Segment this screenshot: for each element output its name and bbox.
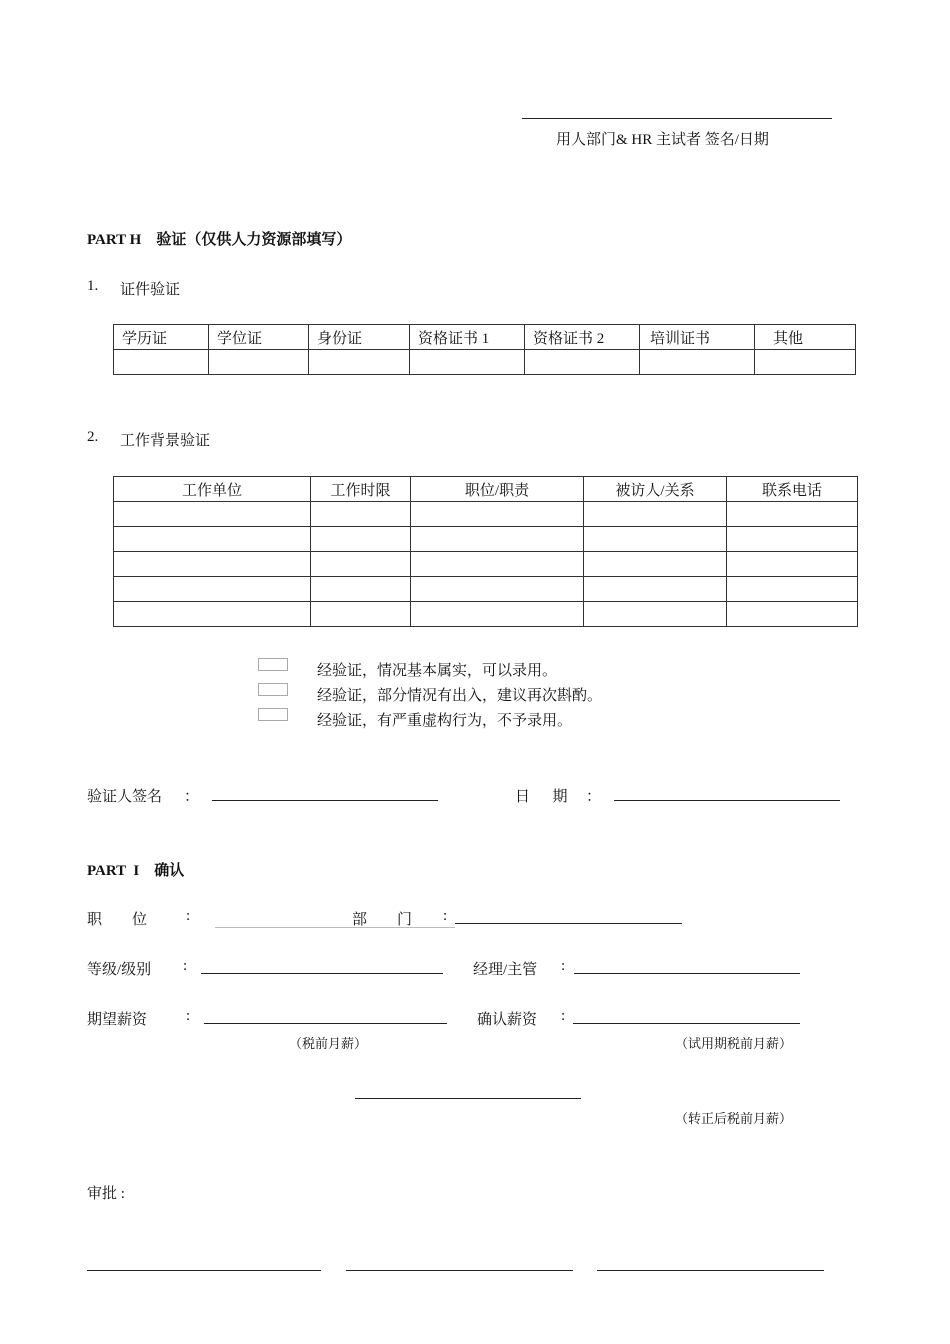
certificate-input-row bbox=[114, 350, 856, 375]
department-field[interactable] bbox=[455, 923, 682, 924]
option-checkbox-3[interactable] bbox=[258, 708, 288, 721]
work-cell[interactable] bbox=[114, 602, 311, 627]
work-cell[interactable] bbox=[411, 527, 584, 552]
confirmed-salary-field[interactable] bbox=[573, 1023, 800, 1024]
position-field[interactable] bbox=[215, 927, 455, 928]
work-cell[interactable] bbox=[727, 577, 858, 602]
level-colon: : bbox=[183, 958, 188, 974]
approval-label: 审批 : bbox=[87, 1186, 125, 1202]
cert-header-cell: 其他 bbox=[755, 325, 856, 350]
confirmed-salary-label: 确认薪资 bbox=[477, 1012, 538, 1028]
cert-header-cell: 资格证书 1 bbox=[410, 325, 525, 350]
part-h-title: PART H 验证（仅供人力资源部填写） bbox=[87, 232, 352, 248]
option-checkbox-2[interactable] bbox=[258, 683, 288, 696]
cert-input-cell[interactable] bbox=[525, 350, 640, 375]
work-header-cell: 工作单位 bbox=[114, 477, 311, 502]
option-label-2: 经验证，部分情况有出入，建议再次斟酌。 bbox=[317, 688, 603, 704]
section-2-number: 2. bbox=[87, 429, 99, 445]
work-cell[interactable] bbox=[584, 552, 727, 577]
cert-header-cell: 资格证书 2 bbox=[525, 325, 640, 350]
work-background-table bbox=[113, 476, 858, 627]
level-label: 等级/级别 bbox=[87, 962, 152, 978]
expected-salary-field[interactable] bbox=[204, 1023, 447, 1024]
date-colon: ： bbox=[586, 789, 602, 805]
cert-input-cell[interactable] bbox=[410, 350, 525, 375]
work-cell[interactable] bbox=[411, 602, 584, 627]
position-label: 职 位 bbox=[87, 912, 148, 928]
work-cell[interactable] bbox=[311, 527, 411, 552]
approval-signature-2[interactable] bbox=[346, 1270, 573, 1271]
work-input-row bbox=[114, 602, 858, 627]
work-cell[interactable] bbox=[411, 577, 584, 602]
department-colon: : bbox=[443, 908, 448, 924]
expected-salary-colon: : bbox=[186, 1008, 191, 1024]
cert-input-cell[interactable] bbox=[755, 350, 856, 375]
work-cell[interactable] bbox=[584, 502, 727, 527]
trial-pretax-note: （试用期税前月薪） bbox=[675, 1036, 793, 1051]
regular-pretax-note: （转正后税前月薪） bbox=[675, 1111, 793, 1126]
work-header-cell: 工作时限 bbox=[311, 477, 411, 502]
option-checkbox-1[interactable] bbox=[258, 658, 288, 671]
approval-signature-1[interactable] bbox=[87, 1270, 321, 1271]
work-cell[interactable] bbox=[114, 527, 311, 552]
cert-input-cell[interactable] bbox=[114, 350, 209, 375]
level-field[interactable] bbox=[201, 973, 443, 974]
work-input-row bbox=[114, 527, 858, 552]
section-1-title: 证件验证 bbox=[120, 282, 181, 298]
work-cell[interactable] bbox=[114, 502, 311, 527]
work-cell[interactable] bbox=[114, 552, 311, 577]
work-header-cell: 职位/职责 bbox=[411, 477, 584, 502]
section-1-number: 1. bbox=[87, 278, 99, 294]
cert-header-cell: 学历证 bbox=[114, 325, 209, 350]
work-cell[interactable] bbox=[727, 602, 858, 627]
work-cell[interactable] bbox=[411, 502, 584, 527]
work-input-row bbox=[114, 502, 858, 527]
regular-salary-field[interactable] bbox=[355, 1098, 581, 1099]
date-field[interactable] bbox=[614, 800, 840, 801]
certificate-table bbox=[113, 324, 856, 375]
cert-input-cell[interactable] bbox=[309, 350, 410, 375]
work-cell[interactable] bbox=[311, 602, 411, 627]
option-label-1: 经验证，情况基本属实，可以录用。 bbox=[317, 663, 558, 679]
date-label: 日 期 bbox=[515, 789, 568, 805]
work-cell[interactable] bbox=[727, 527, 858, 552]
work-cell[interactable] bbox=[727, 552, 858, 577]
cert-header-cell: 培训证书 bbox=[640, 325, 755, 350]
verifier-colon: ： bbox=[184, 789, 200, 805]
certificate-header-row bbox=[114, 325, 856, 350]
manager-colon: : bbox=[561, 958, 566, 974]
signature-caption: 用人部门& HR 主试者 签名/日期 bbox=[556, 132, 769, 148]
work-cell[interactable] bbox=[311, 502, 411, 527]
work-header-cell: 被访人/关系 bbox=[584, 477, 727, 502]
work-cell[interactable] bbox=[584, 602, 727, 627]
cert-header-cell: 身份证 bbox=[309, 325, 410, 350]
approval-signature-3[interactable] bbox=[597, 1270, 824, 1271]
expected-salary-label: 期望薪资 bbox=[87, 1012, 148, 1028]
section-2-title: 工作背景验证 bbox=[120, 433, 211, 449]
cert-input-cell[interactable] bbox=[640, 350, 755, 375]
work-cell[interactable] bbox=[584, 577, 727, 602]
signature-line[interactable] bbox=[522, 118, 832, 119]
work-cell[interactable] bbox=[584, 527, 727, 552]
work-input-row bbox=[114, 577, 858, 602]
work-header-row bbox=[114, 477, 858, 502]
manager-field[interactable] bbox=[574, 973, 800, 974]
option-label-3: 经验证，有严重虚构行为，不予录用。 bbox=[317, 713, 573, 729]
cert-input-cell[interactable] bbox=[209, 350, 309, 375]
pretax-note: （税前月薪） bbox=[289, 1036, 368, 1051]
verifier-signature-field[interactable] bbox=[212, 800, 438, 801]
manager-label: 经理/主管 bbox=[473, 962, 538, 978]
work-input-row bbox=[114, 552, 858, 577]
cert-header-cell: 学位证 bbox=[209, 325, 309, 350]
work-cell[interactable] bbox=[727, 502, 858, 527]
work-header-cell: 联系电话 bbox=[727, 477, 858, 502]
work-cell[interactable] bbox=[114, 577, 311, 602]
work-cell[interactable] bbox=[311, 577, 411, 602]
position-colon: : bbox=[186, 908, 191, 924]
work-cell[interactable] bbox=[311, 552, 411, 577]
work-cell[interactable] bbox=[411, 552, 584, 577]
department-label: 部 门 bbox=[352, 912, 413, 928]
confirmed-salary-colon: : bbox=[561, 1008, 566, 1024]
verifier-label: 验证人签名 bbox=[87, 789, 163, 805]
part-i-title: PART I 确认 bbox=[87, 863, 185, 879]
